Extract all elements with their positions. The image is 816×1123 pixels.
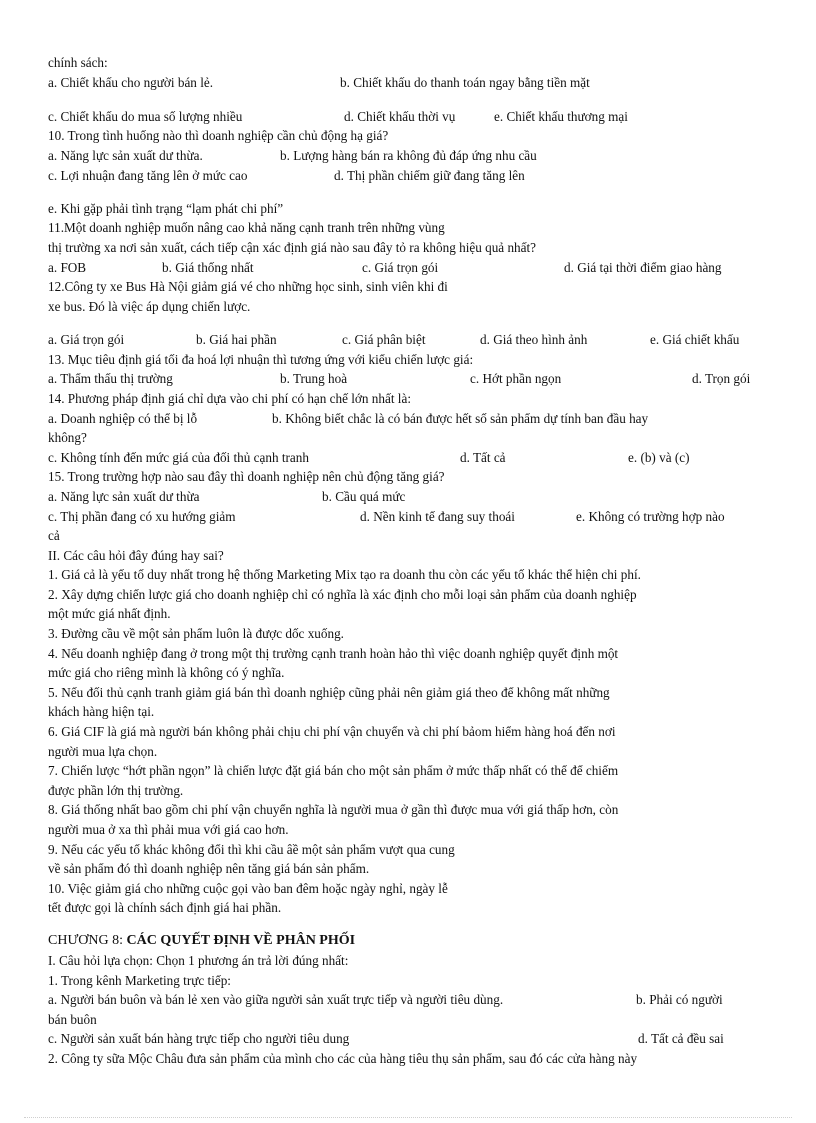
text-line: mức giá cho riêng mình là không có ý nghĩa. xyxy=(48,665,285,680)
text-line: khách hàng hiện tại. xyxy=(48,704,155,719)
section-heading: II. Các câu hỏi đây đúng hay sai? xyxy=(48,548,224,563)
option-b: b. Phải có người xyxy=(636,992,723,1007)
question-line: 1. Trong kênh Marketing trực tiếp: xyxy=(48,973,231,988)
option-d: d. Tất cả đều sai xyxy=(638,1031,724,1046)
option-d: d. Tất cả xyxy=(460,450,506,465)
text-line: được phần lớn thị trường. xyxy=(48,783,184,798)
statement-line: 6. Giá CIF là giá mà người bán không phải chịu chi phí vận chuyển và chi phí bảom hiểm hàng hoá đến nơi xyxy=(48,724,616,739)
section-heading: I. Câu hỏi lựa chọn: Chọn 1 phương án trả lời đúng nhất: xyxy=(48,953,349,968)
question-line: 14. Phương pháp định giá chỉ dựa vào chi phí có hạn chế lớn nhất là: xyxy=(48,391,411,406)
text-line: về sản phẩm đó thì doanh nghiệp nên tăng giá bán sản phẩm. xyxy=(48,861,370,876)
option-d: d. Giá theo hình ảnh xyxy=(480,332,588,347)
option-c: c. Hớt phần ngọn xyxy=(470,371,562,386)
option-b: b. Chiết khấu do thanh toán ngay bằng tiền mặt xyxy=(340,75,590,90)
statement-line: 8. Giá thống nhất bao gồm chi phí vận chuyển nghĩa là người mua ở gần thì được mua với giá thấp hơn, còn xyxy=(48,802,619,817)
chapter-number: CHƯƠNG 8: xyxy=(48,933,127,948)
text-line: không? xyxy=(48,430,87,445)
option-b: b. Lượng hàng bán ra không đủ đáp ứng nhu cầu xyxy=(280,148,537,163)
option-d: d. Trọn gói xyxy=(692,371,751,386)
statement-line: 10. Việc giảm giá cho những cuộc gọi vào ban đêm hoặc ngày nghỉ, ngày lễ xyxy=(48,881,448,896)
statement-line: 7. Chiến lược “hớt phần ngọn” là chiến lược đặt giá bán cho một sản phẩm ở mức thấp nhất có thể để chiếm xyxy=(48,763,619,778)
text-line: xe bus. Đó là việc áp dụng chiến lược. xyxy=(48,299,251,314)
text-line: một mức giá nhất định. xyxy=(48,606,171,621)
statement-line: 9. Nếu các yếu tố khác không đổi thì khi cầu âề một sản phẩm vượt qua cung xyxy=(48,842,455,857)
option-b: b. Trung hoà xyxy=(280,371,348,386)
text-line: bán buôn xyxy=(48,1012,97,1027)
text-line: cả xyxy=(48,528,60,543)
statement-line: 4. Nếu doanh nghiệp đang ở trong một thị trường cạnh tranh hoàn hảo thì việc doanh nghiệp quyết định một xyxy=(48,646,619,661)
statement-line: 1. Giá cả là yếu tố duy nhất trong hệ thống Marketing Mix tạo ra doanh thu còn các yếu tố khác thể hiện chi phí. xyxy=(48,567,641,582)
option-a: a. Giá trọn gói xyxy=(48,332,125,347)
option-e: e. Giá chiết khấu xyxy=(650,332,740,347)
option-b: b. Không biết chắc là có bán được hết số sản phẩm dự tính ban đầu hay xyxy=(272,411,649,426)
text-line: người mua ở xa thì phải mua với giá cao hơn. xyxy=(48,822,289,837)
option-c: c. Chiết khấu do mua số lượng nhiều xyxy=(48,109,243,124)
option-d: d. Nền kinh tế đang suy thoái xyxy=(360,509,515,524)
option-a: a. Năng lực sản xuất dư thừa xyxy=(48,489,200,504)
option-c: c. Người sản xuất bán hàng trực tiếp cho người tiêu dung xyxy=(48,1031,350,1046)
option-e: e. Chiết khấu thương mại xyxy=(494,109,628,124)
question-line: 2. Công ty sữa Mộc Châu đưa sản phẩm của mình cho các của hàng tiêu thụ sản phẩm, sau đó các cửa hàng này xyxy=(48,1051,638,1066)
option-c: c. Lợi nhuận đang tăng lên ở mức cao xyxy=(48,168,248,183)
statement-line: 3. Đường cầu về một sản phẩm luôn là được dốc xuống. xyxy=(48,626,344,641)
option-a: a. Doanh nghiệp có thể bị lỗ xyxy=(48,411,198,426)
option-b: b. Giá hai phần xyxy=(196,332,277,347)
statement-line: 5. Nếu đối thủ cạnh tranh giảm giá bán thì doanh nghiệp cũng phải nên giảm giá theo để không mất những xyxy=(48,685,610,700)
text-line: tết được gọi là chính sách định giá hai phần. xyxy=(48,900,282,915)
option-d: d. Thị phần chiếm giữ đang tăng lên xyxy=(334,168,525,183)
chapter-title: CÁC QUYẾT ĐỊNH VỀ PHÂN PHỐI xyxy=(126,933,356,948)
option-e: e. (b) và (c) xyxy=(628,450,690,465)
option-b: b. Giá thống nhất xyxy=(162,260,254,275)
option-a: a. Chiết khấu cho người bán lẻ. xyxy=(48,75,214,90)
question-line: 13. Mục tiêu định giá tối đa hoá lợi nhuận thì tương ứng với kiểu chiến lược giá: xyxy=(48,352,474,367)
question-line: 10. Trong tình huống nào thì doanh nghiệp cần chủ động hạ giá? xyxy=(48,128,389,143)
page-border xyxy=(24,1117,792,1118)
text-line: người mua lựa chọn. xyxy=(48,744,158,759)
option-b: b. Cầu quá mức xyxy=(322,489,406,504)
option-a: a. Thẩm thấu thị trường xyxy=(48,371,173,386)
text-line: thị trường xa nơi sản xuất, cách tiếp cận xác định giá nào sau đây tỏ ra không hiệu quả nhất? xyxy=(48,240,537,255)
option-d: d. Chiết khấu thời vụ xyxy=(344,109,456,124)
statement-line: 2. Xây dựng chiến lược giá cho doanh nghiệp chỉ có nghĩa là xác định cho mỗi loại sản phẩm của doanh nghiệp xyxy=(48,587,637,602)
chapter-heading xyxy=(48,933,355,949)
option-c: c. Giá phân biệt xyxy=(342,332,426,347)
option-c: c. Thị phần đang có xu hướng giảm xyxy=(48,509,236,524)
option-c: c. Không tính đến mức giá của đối thủ cạnh tranh xyxy=(48,450,309,465)
text-line: chính sách: xyxy=(48,55,108,70)
option-d: d. Giá tại thời điểm giao hàng xyxy=(564,260,722,275)
question-line: 15. Trong trường hợp nào sau đây thì doanh nghiệp nên chủ động tăng giá? xyxy=(48,469,445,484)
question-line: 12.Công ty xe Bus Hà Nội giảm giá vé cho những học sinh, sinh viên khi đi xyxy=(48,279,448,294)
question-line: 11.Một doanh nghiệp muốn nâng cao khả năng cạnh tranh trên những vùng xyxy=(48,220,445,235)
option-e: e. Không có trường hợp nào xyxy=(576,509,725,524)
option-a: a. FOB xyxy=(48,260,87,275)
option-c: c. Giá trọn gói xyxy=(362,260,439,275)
option-a: a. Người bán buôn và bán lẻ xen vào giữa người sản xuất trực tiếp và người tiêu dùng. xyxy=(48,992,504,1007)
text-line: e. Khi gặp phải tình trạng “lạm phát chi phí” xyxy=(48,201,284,216)
option-a: a. Năng lực sản xuất dư thừa. xyxy=(48,148,203,163)
